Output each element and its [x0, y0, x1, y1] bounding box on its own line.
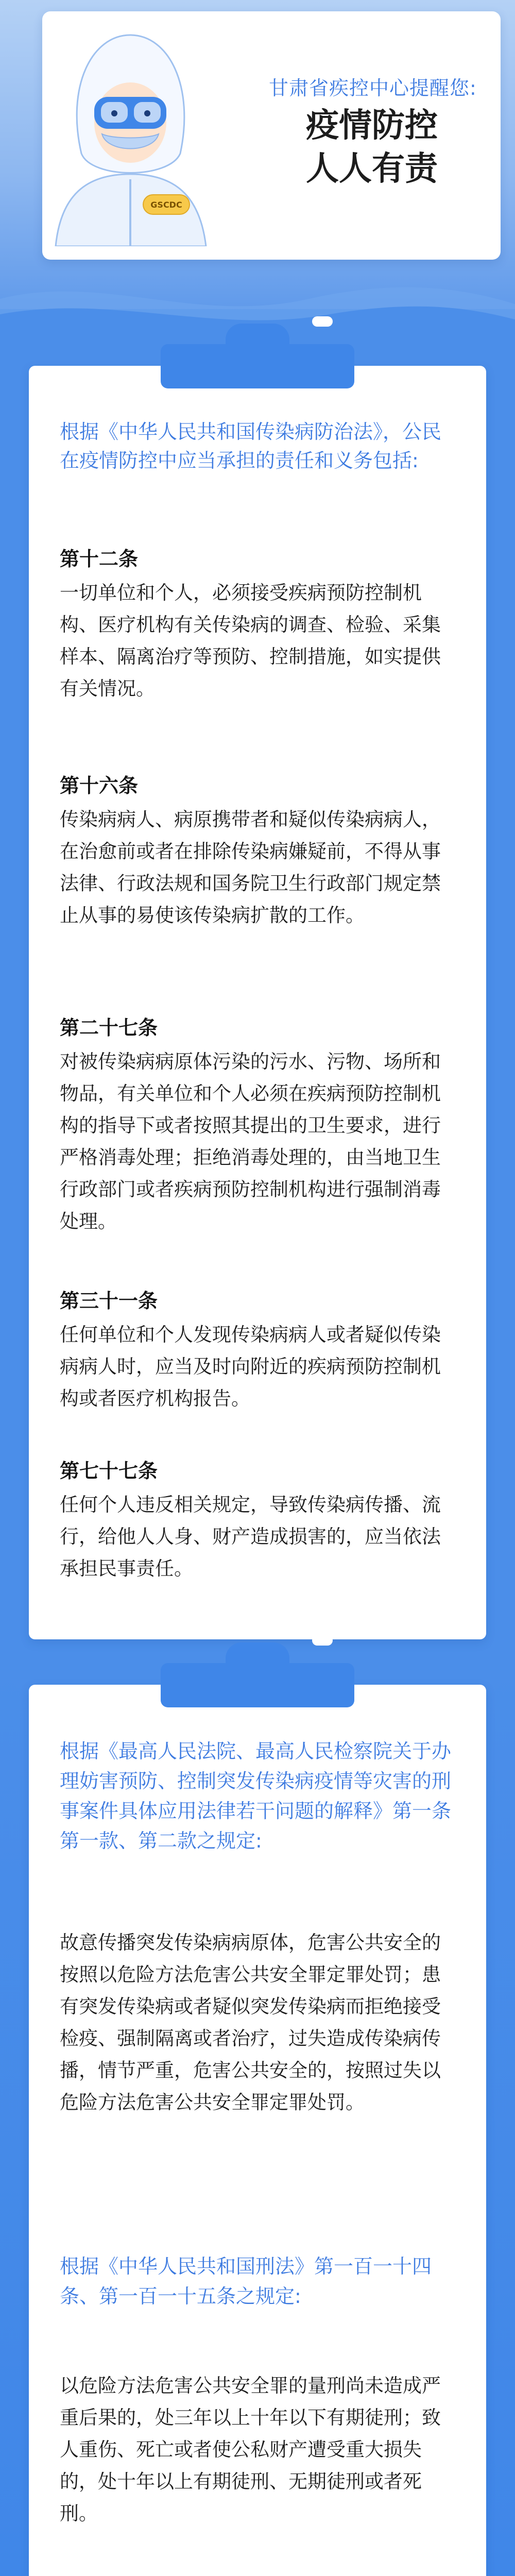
article-text: 任何个人违反相关规定，导致传染病传播、流行，给他人人身、财产造成损害的，应当依法承担民事责任。	[60, 1494, 441, 1580]
article-text: 一切单位和个人，必须接受疾病预防控制机构、医疗机构有关传染病的调查、检验、采集样本、隔离治疗等预防、控制措施，如实提供有关情况。	[60, 582, 441, 700]
card1-intro: 根据《中华人民共和国传染病防治法》，公民在疫情防控中应当承担的责任和义务包括:	[60, 420, 442, 472]
clip-tab-icon	[161, 344, 354, 388]
article-text: 传染病病人、病原携带者和疑似传染病病人，在治愈前或者在排除传染病嫌疑前，不得从事法律、行政法规和国务院卫生行政部门规定禁止从事的易使该传染病扩散的工作。	[60, 808, 441, 926]
article-text: 对被传染病病原体污染的污水、污物、场所和物品，有关单位和个人必须在疾病预防控制机构的指导下或者按照其提出的卫生要求，进行严格消毒处理；拒绝消毒处理的，由当地卫生行政部门或者疾病预防控制机构进行强制消毒处理。	[60, 1050, 441, 1232]
card2-intro2: 根据《中华人民共和国刑法》第一百一十四条、第一百一十五条之规定:	[60, 2255, 432, 2308]
page-title-line2: 人人有责	[306, 150, 438, 188]
header-card	[42, 11, 501, 260]
article-title: 第三十一条	[60, 1290, 158, 1312]
page-title-line1: 疫情防控	[306, 107, 438, 145]
clip-tab-icon	[161, 1663, 354, 1707]
article-title: 第二十七条	[60, 1016, 158, 1039]
article-title: 第七十七条	[60, 1460, 158, 1482]
law-card-epidemic-act	[29, 366, 486, 1639]
article-title: 第十二条	[60, 548, 139, 570]
page-title	[284, 104, 459, 191]
card2-text2: 以危险方法危害公共安全罪的量刑尚未造成严重后果的，处三年以上十年以下有期徒刑；致人重伤、死亡或者使公私财产遭受重大损失的，处十年以上有期徒刑、无期徒刑或者死刑。	[60, 2375, 441, 2524]
card2-intro1: 根据《最高人民法院、最高人民检察院关于办理妨害预防、控制突发传染病疫情等灾害的刑事案件具体应用法律若干问题的解释》第一条第一款、第二款之规定:	[60, 1740, 452, 1852]
doctor-avatar-icon	[45, 25, 215, 246]
card2-text1: 故意传播突发传染病病原体，危害公共安全的按照以危险方法危害公共安全罪定罪处罚；患有突发传染病或者疑似突发传染病而拒绝接受检疫、强制隔离或者治疗，过失造成传染病传播，情节严重，危害公共安全的，按照过失以危险方法危害公共安全罪定罪处罚。	[60, 1931, 441, 2113]
article-title: 第十六条	[60, 774, 139, 797]
badge-label: GSCDC	[150, 200, 182, 210]
article-text: 任何单位和个人发现传染病病人或者疑似传染病病人时，应当及时向附近的疾病预防控制机构或者医疗机构报告。	[60, 1324, 441, 1410]
header-subtitle: 甘肃省疾控中心提醒您:	[269, 77, 477, 99]
law-card-criminal	[29, 1685, 486, 2576]
